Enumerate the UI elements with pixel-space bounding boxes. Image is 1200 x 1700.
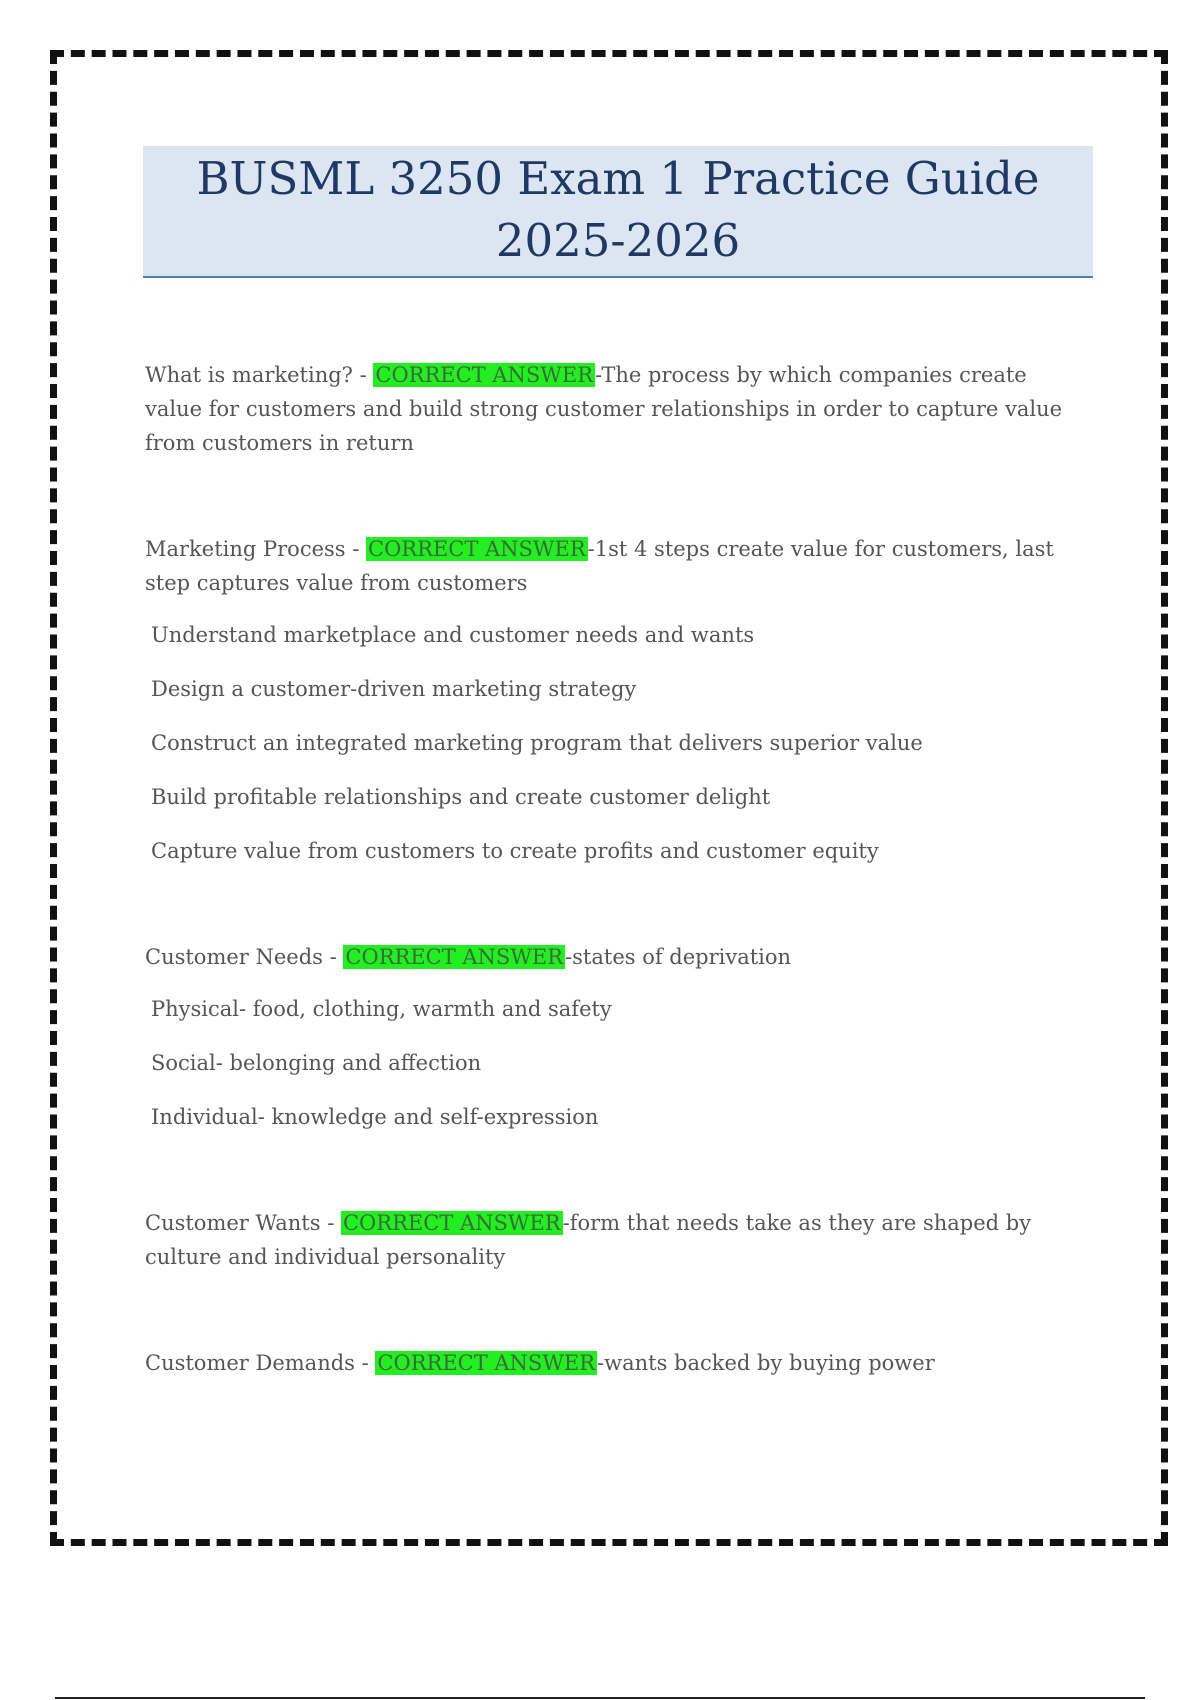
answer-text: -1st 4 steps create value for customers, last step captures value from customers — [145, 537, 1054, 595]
title-line-2: 2025-2026 — [495, 214, 741, 267]
title-line-1: BUSML 3250 Exam 1 Practice Guide — [196, 152, 1040, 205]
footer-rule — [55, 1697, 1145, 1699]
question-text: Customer Needs - — [145, 945, 344, 969]
spacer — [145, 868, 1090, 940]
spacer — [145, 974, 1090, 992]
correct-answer-tag: CORRECT ANSWER — [345, 945, 564, 969]
list-item: Construct an integrated marketing program that delivers superior value — [151, 731, 923, 755]
spacer — [145, 1134, 1090, 1206]
correct-answer-tag: CORRECT ANSWER — [377, 1351, 596, 1375]
document-body — [145, 358, 1090, 1380]
spacer — [145, 1274, 1090, 1346]
correct-answer-tag: CORRECT ANSWER — [375, 363, 594, 387]
qa-entry — [145, 532, 1090, 600]
list-item: Social- belonging and affection — [151, 1051, 482, 1075]
answer-text: -form that needs take as they are shaped by culture and individual personality — [145, 1211, 1032, 1269]
answer-text: -The process by which companies create value for customers and build strong customer relationships in order to capture value from customers in return — [145, 363, 1063, 455]
question-text: What is marketing? - — [145, 363, 374, 387]
list-item: Individual- knowledge and self-expression — [151, 1105, 599, 1129]
question-text: Customer Demands - — [145, 1351, 376, 1375]
answer-text: -wants backed by buying power — [597, 1351, 935, 1375]
qa-entry — [145, 1346, 1090, 1380]
qa-entry — [145, 940, 1090, 974]
list-item: Build profitable relationships and create customer delight — [151, 785, 771, 809]
qa-entry — [145, 358, 1090, 460]
list-item: Design a customer-driven marketing strategy — [151, 677, 637, 701]
question-text: Marketing Process - — [145, 537, 367, 561]
list-item: Capture value from customers to create profits and customer equity — [151, 839, 879, 863]
qa-entry — [145, 1206, 1090, 1274]
document-title — [143, 146, 1093, 278]
answer-text: -states of deprivation — [565, 945, 792, 969]
question-text: Customer Wants - — [145, 1211, 341, 1235]
correct-answer-tag: CORRECT ANSWER — [368, 537, 586, 561]
spacer — [145, 600, 1090, 618]
spacer — [145, 460, 1090, 532]
correct-answer-tag: CORRECT ANSWER — [342, 1211, 561, 1235]
list-item: Understand marketplace and customer needs and wants — [151, 623, 755, 647]
list-item: Physical- food, clothing, warmth and safety — [151, 997, 612, 1021]
